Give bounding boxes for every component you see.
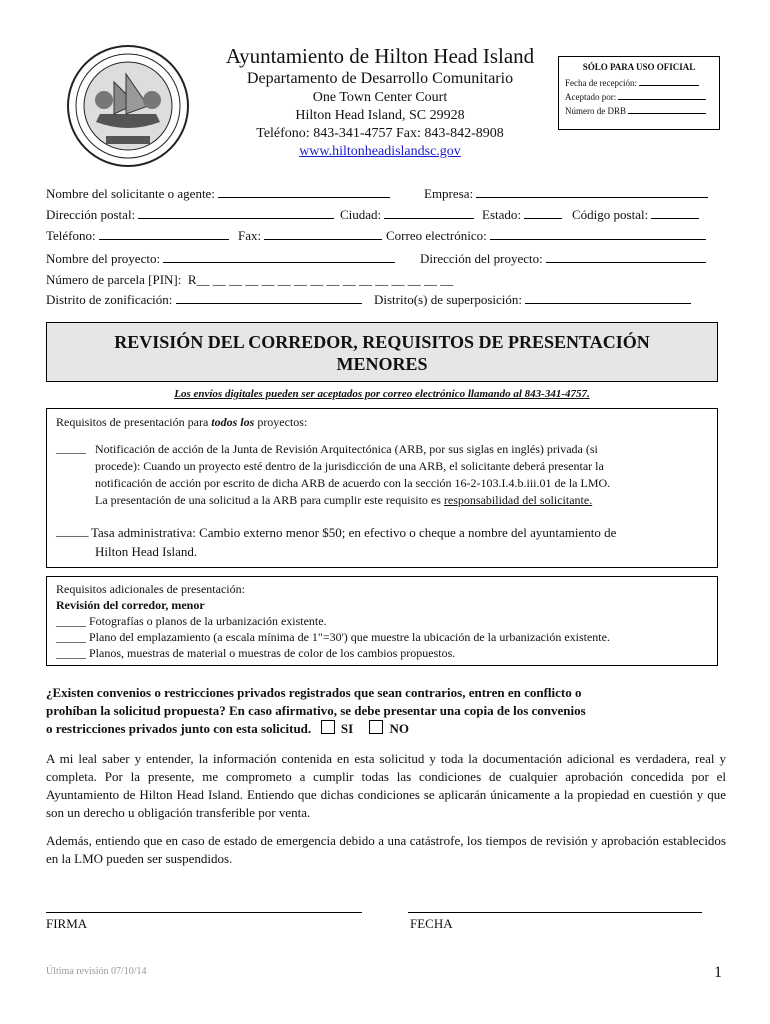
box1-heading-emphasis: todos los xyxy=(211,415,255,429)
parcel-field[interactable] xyxy=(46,272,453,288)
official-use-title: SÓLO PARA USO OFICIAL xyxy=(582,62,696,72)
postal-address-label: Dirección postal: xyxy=(46,207,136,222)
phone-fax: Teléfono: 843-341-4757 Fax: 843-842-8908 xyxy=(256,126,504,141)
covenants-question: ¿Existen convenios o restricciones privados registrados que sean contrarios, entren en conflicto o prohíban la solicitud propuesta? En caso afirmativo, se debe presentar una copia de los convenios o restricciones privados junto con esta solicitud. SI NO xyxy=(46,685,586,736)
official-received-row xyxy=(559,78,719,88)
parcel-label: Número de parcela [PIN]: xyxy=(46,272,182,287)
revision-date: Última revisión 07/10/14 xyxy=(46,966,147,977)
zoning-label: Distrito de zonificación: xyxy=(46,292,173,307)
box1-item1-blank[interactable]: _____ xyxy=(56,441,86,455)
digital-submission-note: Los envíos digitales pueden ser aceptados por correo electrónico llamando al 843-341-4757. xyxy=(174,388,590,400)
official-drb-row xyxy=(559,106,719,116)
project-name-field[interactable] xyxy=(46,251,395,267)
overlay-field[interactable] xyxy=(374,292,691,308)
page-title: Ayuntamiento de Hilton Head Island xyxy=(225,44,535,68)
company-field[interactable] xyxy=(424,186,708,202)
yes-label: SI xyxy=(340,721,354,736)
box1-item1-text: Notificación de acción de la Junta de Revisión Arquitectónica (ARB, por sus siglas en inglés) privada (si procede): Cuando un proyecto esté dentro de la jurisdicción de una ARB, el solicitante deberá presentar la notificación de acción por escrito de dicha ARB de acuerdo con la sección 16-2-103.I.4.b.iii.01 de la LMO. La presentación de una solicitud a la ARB para cumplir este requisito es responsabilidad del solicitante. xyxy=(95,442,611,507)
all-projects-requirements-box xyxy=(46,408,718,568)
box1-item2-blank[interactable]: _____ xyxy=(56,523,89,538)
official-use-box xyxy=(558,56,720,130)
zip-field[interactable] xyxy=(572,207,699,223)
town-seal-logo xyxy=(66,44,190,168)
official-drb-label: Número de DRB xyxy=(565,106,626,116)
phone-field[interactable] xyxy=(46,228,229,244)
project-name-label: Nombre del proyecto: xyxy=(46,251,161,266)
page-number: 1 xyxy=(714,964,722,981)
yes-checkbox[interactable] xyxy=(321,720,335,734)
overlay-label: Distrito(s) de superposición: xyxy=(374,292,523,307)
project-address-label: Dirección del proyecto: xyxy=(420,251,543,266)
box2-subheading: Revisión del corredor, menor xyxy=(56,598,205,612)
official-received-label: Fecha de recepción: xyxy=(565,78,637,88)
banner-line-2: MENORES xyxy=(336,354,428,374)
no-checkbox[interactable] xyxy=(369,720,383,734)
project-address-field[interactable] xyxy=(420,251,706,267)
applicant-label: Nombre del solicitante o agente: xyxy=(46,186,215,201)
official-accepted-row xyxy=(559,92,719,102)
signature-line[interactable] xyxy=(46,912,362,913)
city-field[interactable] xyxy=(340,207,474,223)
phone-label: Teléfono: xyxy=(46,228,96,243)
box2-item-photos[interactable]: _____ Fotografías o planos de la urbanización existente. xyxy=(56,614,327,628)
no-label: NO xyxy=(389,721,409,736)
applicant-field[interactable] xyxy=(46,186,390,202)
banner-line-1: REVISIÓN DEL CORREDOR, REQUISITOS DE PRESENTACIÓN xyxy=(114,332,650,352)
email-label: Correo electrónico: xyxy=(386,228,487,243)
parcel-value: R__ __ __ __ __ __ __ __ __ __ __ __ __ __ __ __ xyxy=(187,272,454,287)
fax-field[interactable] xyxy=(238,228,382,244)
address-line-2: Hilton Head Island, SC 29928 xyxy=(295,108,465,123)
box1-item2-text: Tasa administrativa: Cambio externo menor $50; en efectivo o cheque a nombre del ayuntamiento de Hilton Head Island. xyxy=(91,525,617,559)
state-field[interactable] xyxy=(482,207,562,223)
certification-statement: A mi leal saber y entender, la información contenida en esta solicitud y toda la documentación adicional es verdadera, real y completa. Por la presente, me comprometo a cumplir todas las condiciones de cualquier aprobación concedida por el Ayuntamiento de Hilton Head Island. Entiendo que dichas condiciones se aplicarán únicamente a la propiedad en cuestión y que son un derecho u obligación transferible por venta. xyxy=(46,751,726,820)
address-line-1: One Town Center Court xyxy=(312,90,448,105)
zoning-field[interactable] xyxy=(46,292,362,308)
box2-item-materials[interactable]: _____ Planos, muestras de material o muestras de color de los cambios propuestos. xyxy=(56,646,456,660)
section-banner xyxy=(46,322,718,382)
additional-requirements-box xyxy=(46,576,718,666)
city-label: Ciudad: xyxy=(340,207,382,222)
date-label: FECHA xyxy=(410,916,453,931)
box1-heading: Requisitos de presentación para todos los proyectos: xyxy=(56,415,308,429)
fax-label: Fax: xyxy=(238,228,262,243)
department-name: Departamento de Desarrollo Comunitario xyxy=(246,70,514,87)
zip-label: Código postal: xyxy=(572,207,649,222)
emergency-statement: Además, entiendo que en caso de estado de emergencia debido a una catástrofe, los tiempos de revisión y aprobación establecidos en la LMO pueden ser suspendidos. xyxy=(46,833,726,866)
box2-heading: Requisitos adicionales de presentación: xyxy=(56,582,245,596)
company-label: Empresa: xyxy=(424,186,474,201)
box2-content xyxy=(56,581,716,661)
postal-address-field[interactable] xyxy=(46,207,334,223)
date-line[interactable] xyxy=(408,912,702,913)
state-label: Estado: xyxy=(482,207,521,222)
box2-item-site-plan[interactable]: _____ Plano del emplazamiento (a escala mínima de 1"=30') que muestre la ubicación de la urbanización existente. xyxy=(56,630,610,644)
website-link[interactable]: www.hiltonheadislandsc.gov xyxy=(299,144,461,159)
email-field[interactable] xyxy=(386,228,706,244)
signature-label: FIRMA xyxy=(46,916,88,931)
official-accepted-label: Aceptado por: xyxy=(565,92,617,102)
